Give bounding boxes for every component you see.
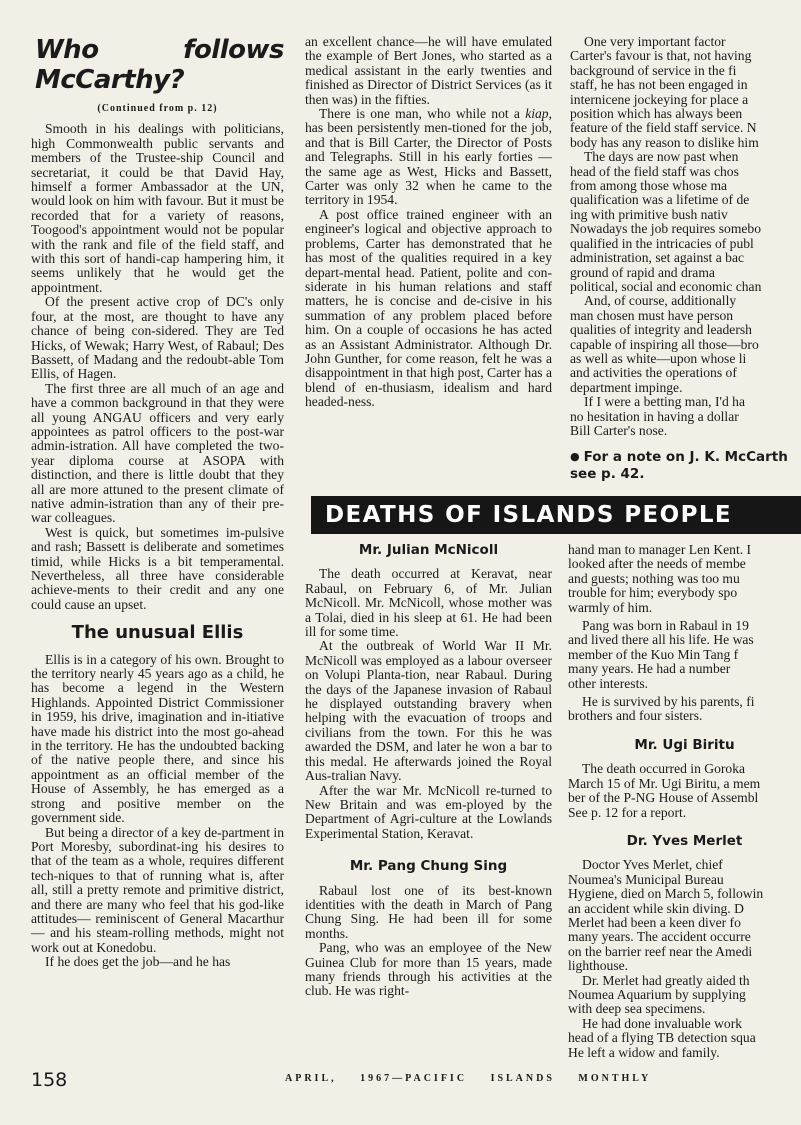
bullet-icon: ● (570, 450, 580, 464)
text-line: ber of the P-NG House of Assembl (568, 790, 759, 806)
text-line: qualification was a lifetime of de (570, 192, 750, 208)
text-line: man chosen must have person (570, 307, 734, 323)
running-footer (285, 1073, 669, 1084)
italic-word: kiap (525, 106, 549, 122)
text-line: internicene jockeying for place a (570, 91, 749, 107)
text-line: head of a flying TB detection squa (568, 1030, 756, 1046)
article-title: Who follows McCarthy? (35, 35, 284, 95)
text-line: member of the Kuo Min Tang f (568, 646, 739, 662)
text-line: ground of rapid and drama (570, 264, 715, 280)
text-line: head of the field staff was chos (570, 163, 739, 179)
text-line: position which has always been (570, 106, 743, 122)
text-line: feature of the field staff service. N (570, 120, 757, 136)
footer-islands: ISLANDS (490, 1073, 555, 1084)
text-line: lighthouse. (568, 958, 629, 974)
paragraph: The first three are all much of an age and have a common background in that they were all young ANGAU officers and very early appointees as patrol officers to the post-war admin-istration. All have completed the two-year diploma course at ASOPA with distinction, and there is little doubt that they all are more attuned to the present climate of native admin-istration than any of their pre-war colleagues. (31, 380, 284, 526)
text-run: There is one man, who while not a (319, 106, 526, 122)
paragraph: Rabaul lost one of its best-known identities with the death in March of Pang Chung Sing. He had been ill for some months. (305, 882, 552, 941)
deaths-banner: DEATHS OF ISLANDS PEOPLE (311, 496, 801, 534)
article-column-3 (570, 35, 801, 483)
paragraph: Smooth in his dealings with politicians, high Commonwealth public servants and members of the Trustee-ship Council and secretariat, it could be that David Hay, himself a former Ambassador at the UN, would look on him with favour. But it must be recorded that for a variety of reasons, Toogood's appointment would not be popular with the rank and file of the field staff, and with this sort of handi-cap hampering him, it seems unlikely that he would get the appointment. (31, 121, 284, 295)
text-line: an accident while skin diving. D (568, 900, 744, 916)
see-also-note (570, 448, 801, 483)
paragraph: The death occurred at Keravat, near Rabaul, on February 6, of Mr. Julian McNicoll. Mr. McNicoll, whose mother was a Tolai, died in his sleep at 61. He had been ill for some time. (305, 566, 552, 640)
text-line: Noumea's Municipal Bureau (568, 871, 724, 887)
page-number: 158 (31, 1069, 68, 1091)
text-line: trouble for him; everybody spo (568, 585, 738, 601)
text-line: and lived there all his life. He was (568, 632, 754, 648)
text-line: One very important factor (584, 35, 726, 49)
text-line: Hygiene, died on March 5, followin (568, 886, 764, 902)
text-line: looked after the needs of membe (568, 556, 746, 572)
text-line: Merlet had been a keen diver fo (568, 914, 741, 930)
text-line: staff, he has not been engaged in (570, 77, 748, 93)
text-line: Bill Carter's nose. (570, 422, 668, 438)
text-line: no hesitation in having a dollar (570, 408, 739, 424)
text-line: many years. The accident occurre (568, 929, 751, 945)
text-line: hand man to manager Len Kent. I (568, 543, 752, 557)
text-line: Pang was born in Rabaul in 19 (582, 618, 749, 634)
heading-pang: Mr. Pang Chung Sing (349, 858, 508, 875)
text-run: , has been persistently men-tioned for the job, and that is Bill Carter, the Director of Posts and Telegraphs. Still in his early forties —the same age as West, Hicks and Bassett, Carter was only 32 when he came to the territory in 1954. (305, 106, 552, 208)
text-line: ing with primitive bush nativ (570, 206, 728, 222)
text-line: from among those whose ma (570, 178, 728, 194)
text-line: If I were a betting man, I'd ha (584, 394, 745, 410)
paragraph (305, 107, 552, 208)
paragraph: Ellis is in a category of his own. Brought to the territory nearly 45 years ago as a child, he has become a legend in the Western Highlands. Appointed District Commissioner in 1959, his drive, imagination and in-itiative have made his district into the most go-ahead in the territory. He has the undoubted backing of the native people there, and since his appointment as an official member of the House of Assembly, he has emerged as a strong and positive member on the government side. (31, 651, 284, 826)
heading-biritu: Mr. Ugi Biritu (634, 736, 735, 753)
deaths-column-2 (568, 543, 801, 1060)
text-line: He left a widow and family. (568, 1044, 720, 1060)
text-line: many years. He had a number (568, 661, 731, 677)
text-line: department impinge. (570, 379, 683, 395)
text-line: and guests; nothing was too mu (568, 570, 740, 586)
text-line: March 15 of Mr. Ugi Biritu, a mem (568, 775, 761, 791)
paragraph: A post office trained engineer with an engineer's logical and objective approach to problems, Carter has demonstrated that he has most of the qualities required in a key depart-mental head. Patient, polite and con-siderate in his human relations and staff matters, he is concise and de-cisive in his summation of any problem placed before him. On a couple of occasions he has acted as an Assistant Administrator. Although Dr. John Gunther, for come reason, felt he was a disappointment in that high post, Carter has a blend of en-thusiasm, idealism and hard headed-ness. (305, 206, 552, 410)
note-line-2: see p. 42. (570, 466, 645, 483)
deaths-column-1 (305, 543, 552, 999)
text-line: body has any reason to dislike him (570, 134, 759, 150)
heading-merlet: Dr. Yves Merlet (626, 832, 743, 849)
paragraph: If he does get the job—and he has (45, 954, 231, 970)
text-line: warmly of him. (568, 599, 653, 615)
paragraph: At the outbreak of World War II Mr. McNicoll was employed as a labour overseer on Volupi Planta-tion, near Rabaul. During the days of the Japanese invasion of Rabaul he displayed outstanding bravery when helping with the evacuation of troops and civilians from the town. For this he was awarded the DSM, and later he won a bar to this medal. He afterwards joined the Royal Aus-tralian Navy. (305, 638, 552, 784)
text-line: brothers and four sisters. (568, 708, 703, 724)
heading-mcnicoll: Mr. Julian McNicoll (358, 542, 499, 558)
note-line-1: For a note on J. K. McCarth (583, 449, 788, 466)
text-line: The days are now past when (584, 149, 739, 165)
article-column-1 (31, 35, 284, 970)
text-line: And, of course, additionally (584, 293, 737, 309)
text-line: He is survived by his parents, fi (582, 694, 755, 710)
text-line: Nowadays the job requires somebo (570, 221, 762, 237)
paragraph: West is quick, but sometimes im-pulsive and rash; Bassett is deliberate and sometimes timid, while Hicks is a bit temperamental. Nevertheless, all three have considerable achieve-ments to their credit and any one could cause an upset. (31, 524, 284, 612)
text-line: Doctor Yves Merlet, chief (582, 857, 723, 873)
text-line: capable of inspiring all those—bro (570, 336, 759, 352)
text-line: Noumea Aquarium by supplying (568, 986, 746, 1002)
article-column-2 (305, 35, 552, 410)
text-line: background of service in the fi (570, 62, 737, 78)
paragraph: After the war Mr. McNicoll re-turned to New Britain and was em-ployed by the Department of Agri-culture at the Lowlands Experimental Station, Keravat. (305, 782, 552, 841)
footer-month: APRIL, (285, 1073, 337, 1084)
text-line: on the barrier reef near the Amedi (568, 943, 753, 959)
text-line: He had done invaluable work (582, 1015, 743, 1031)
text-line: other interests. (568, 675, 649, 691)
footer-year: 1967—PACIFIC (360, 1073, 468, 1084)
text-line: See p. 12 for a report. (568, 804, 687, 820)
text-line: The death occurred in Goroka (582, 761, 746, 777)
text-line: and activities the operations of (570, 365, 737, 381)
text-line: Carter's favour is that, not having (570, 48, 752, 64)
paragraph: But being a director of a key de-partment in Port Moresby, subordinat-ing his desires to that of the team as a whole, requires different tech-niques to that of running what is, after all, still a pretty remote and primitive district, and there are many who feel that his god-like attitudes— reminiscent of General Macarthur— and his steam-rolling methods, might not work out at Konedobu. (31, 824, 284, 955)
text-line: Dr. Merlet had greatly aided th (582, 972, 750, 988)
paragraph: an excellent chance—he will have emulated the example of Bert Jones, who started as a medical assistant in the early twenties and finished as Director of District Services (as it then was) in the fifties. (305, 34, 552, 107)
text-line: with deep sea specimens. (568, 1001, 706, 1017)
paragraph: Of the present active crop of DC's only four, at the most, are thought to have any chance of being con-sidered. They are Ted Hicks, of Wewak; Harry West, of Rabaul; Des Bassett, of Madang and the redoubt-able Tom Ellis, of Hagen. (31, 294, 284, 382)
text-line: qualities of integrity and leadersh (570, 322, 752, 338)
text-line: administration, set against a bac (570, 250, 745, 266)
paragraph: Pang, who was an employee of the New Guinea Club for more than 15 years, made many friends through his activities at the club. He was right- (305, 940, 552, 999)
subheading-ellis: The unusual Ellis (71, 622, 244, 644)
text-line: qualified in the intricacies of publ (570, 235, 754, 251)
text-line: political, social and economic chan (570, 278, 762, 294)
continued-note: (Continued from p. 12) (97, 103, 218, 114)
text-line: as well as white—upon whose li (570, 350, 747, 366)
footer-monthly: MONTHLY (578, 1073, 652, 1084)
